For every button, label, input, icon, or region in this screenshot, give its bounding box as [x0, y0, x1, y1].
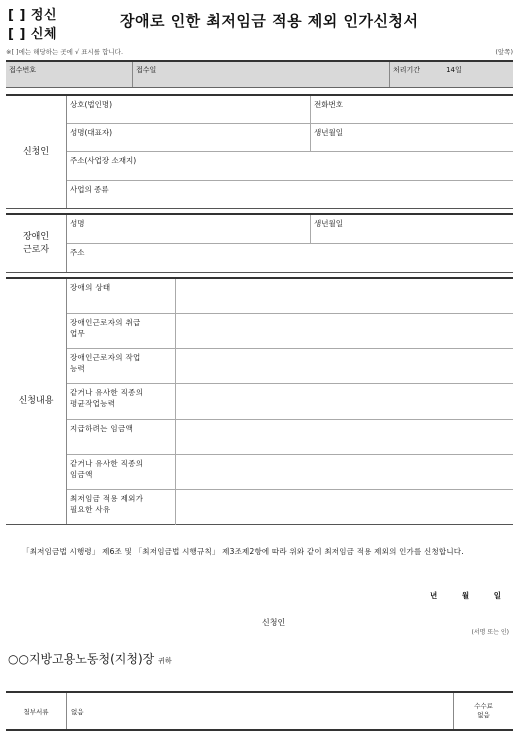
addressee-name: ○○지방고용노동청(지청)장: [8, 652, 155, 666]
signature-note[interactable]: (서명 또는 인): [471, 629, 509, 636]
declaration-text: 「최저임금법 시행령」 제6조 및 「최저임금법 시행규칙」 제3조제2항에 따라 위와 같이 최저임금 적용 제외의 인가를 신청합니다.: [22, 547, 464, 556]
request-row[interactable]: [67, 420, 513, 455]
receipt-number-field[interactable]: 접수번호: [6, 62, 133, 87]
disability-type-checks: [8, 4, 108, 42]
attachments-table: [6, 691, 513, 731]
worker-section: [6, 213, 513, 273]
applicant-row-address: [67, 152, 513, 181]
receipt-date-field[interactable]: 접수일: [133, 62, 390, 87]
applicant-row-name: [67, 124, 513, 152]
applicant-birth-field[interactable]: 생년월일: [310, 124, 513, 151]
request-section: [6, 277, 513, 525]
request-row[interactable]: [67, 490, 513, 525]
worker-row-name: [67, 215, 513, 244]
request-row[interactable]: [67, 349, 513, 384]
applicant-row-business: [67, 96, 513, 124]
request-row[interactable]: [67, 279, 513, 314]
checkbox-physical[interactable]: [ ] 신체: [8, 27, 58, 42]
attachments-value: 없음: [71, 707, 84, 716]
request-row-label: 같거나 유사한 직종의 평균작업능력: [67, 384, 176, 419]
applicant-section: [6, 94, 513, 209]
request-row[interactable]: [67, 314, 513, 349]
fee-value: 없음: [477, 711, 490, 719]
processing-period-value: 14일: [446, 66, 462, 74]
form-title: 장애로 인한 최저임금 적용 제외 인가신청서: [120, 12, 419, 30]
addressee-honorific: 귀하: [158, 657, 172, 665]
request-row-label: 최저임금 적용 제외가 필요한 사유: [67, 490, 176, 525]
request-row-label: 같거나 유사한 직종의 임금액: [67, 455, 176, 489]
signature-applicant-label: 신청인: [262, 618, 286, 627]
worker-birth-field[interactable]: 생년월일: [310, 215, 513, 243]
request-section-label: 신청내용: [6, 279, 67, 524]
worker-address-field[interactable]: 주소: [70, 248, 85, 257]
business-type-field[interactable]: 사업의 종류: [70, 185, 109, 194]
representative-name-field[interactable]: 성명(대표자): [70, 128, 113, 137]
request-row-label: 장애인근로자의 작업 능력: [67, 349, 176, 383]
applicant-row-type: [67, 181, 513, 209]
phone-field[interactable]: 전화번호: [310, 96, 513, 123]
request-row[interactable]: [67, 455, 513, 490]
addressee: [8, 650, 172, 667]
business-address-field[interactable]: 주소(사업장 소재지): [70, 156, 137, 165]
form-header: [0, 0, 519, 46]
processing-period-field: 처리기간 14일: [393, 66, 462, 74]
checkbox-mental[interactable]: [ ] 정신: [8, 8, 58, 23]
attachments-label: 첨부서류: [6, 693, 67, 729]
check-instruction: ※[ ]에는 해당하는 곳에 √ 표시를 합니다.: [6, 48, 124, 56]
instruction-note: [6, 47, 513, 59]
worker-row-address: [67, 244, 513, 273]
page-side-label: (앞쪽): [495, 48, 513, 56]
fee-cell: [453, 693, 513, 729]
business-name-field[interactable]: 상호(법인명): [70, 100, 113, 109]
applicant-section-label: 신청인: [6, 96, 67, 208]
request-row-label: 장애의 상태: [67, 279, 176, 313]
receipt-bar: [6, 60, 513, 88]
date-line[interactable]: 년 월 일: [430, 591, 501, 600]
worker-section-label: 장애인 근로자: [6, 215, 67, 272]
request-row-label: 지급하려는 임금액: [67, 420, 176, 454]
request-row-label: 장애인근로자의 취급 업무: [67, 314, 176, 348]
request-row[interactable]: [67, 384, 513, 420]
fee-label: 수수료: [474, 702, 493, 710]
worker-name-field[interactable]: 성명: [70, 219, 85, 228]
